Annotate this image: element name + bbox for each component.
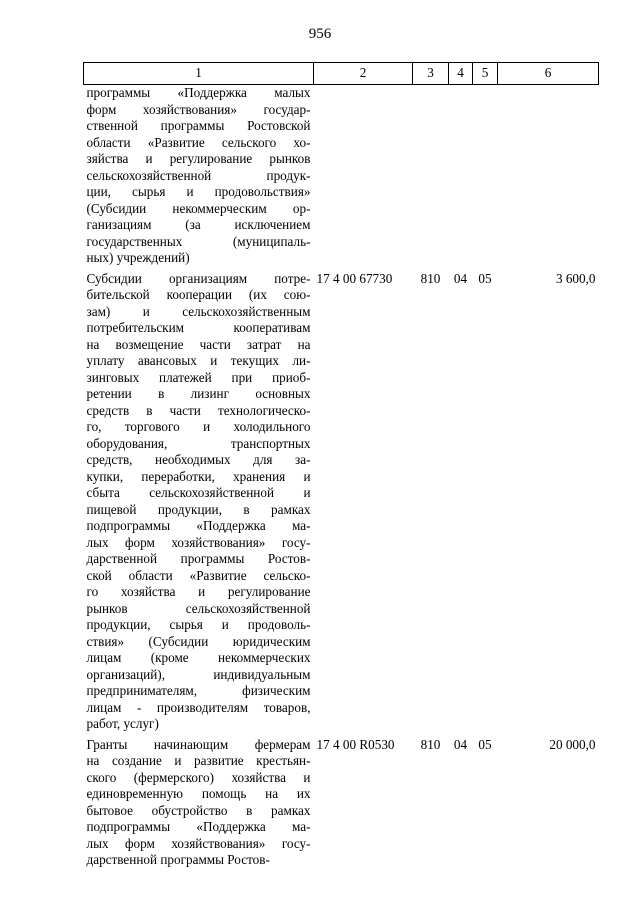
amount-value — [498, 85, 599, 267]
description-line: организаций), индивидуальным — [86, 666, 311, 682]
description-line: сбыта сельскохозяйственной и — [86, 485, 311, 500]
description-line: уплату авансовых и текущих ли- — [86, 353, 311, 368]
section-code: 04 — [453, 270, 468, 286]
description-line: го хозяйства и регулирование — [86, 584, 311, 599]
description-line: го, торгового и холодильного — [86, 419, 311, 434]
description-line: пищевой продукции, в рамках — [86, 501, 311, 517]
description-line: на создание и развитие крестьян- — [86, 753, 311, 768]
column-header-3: 3 — [413, 63, 449, 85]
expense-type-code: 810 — [420, 736, 441, 752]
table-row — [84, 267, 599, 733]
description-line: ции, сырья и продовольствия» — [86, 184, 311, 199]
description-line: ретении в лизинг основных — [86, 386, 311, 401]
target-article-code — [314, 85, 413, 267]
description-line: дарственной программы Ростов- — [86, 551, 311, 566]
column-header-2: 2 — [314, 63, 413, 85]
section-code — [449, 85, 473, 267]
description-line: дарственной программы Ростов- — [86, 852, 270, 867]
row-description — [84, 733, 314, 869]
description-line: зинговых платежей при приоб- — [86, 369, 311, 385]
description-line: ственной программы Ростовской — [86, 118, 311, 133]
subsection-code: 05 — [478, 736, 492, 752]
description-line: бытовое обустройство в рамках — [86, 802, 311, 818]
description-line: купки, переработки, хранения и — [86, 468, 311, 484]
description-line: (Субсидии некоммерческим ор- — [86, 200, 311, 216]
description-line: предпринимателям, физическим — [86, 683, 311, 698]
section-code: 04 — [453, 736, 468, 752]
subsection-code — [473, 85, 498, 267]
description-line: бительской кооперации (их сою- — [86, 287, 311, 302]
amount-value: 3 600,0 — [555, 270, 596, 286]
description-line: единовременную помощь на их — [86, 786, 311, 801]
description-line: лицам (кроме некоммерческих — [86, 650, 311, 665]
table-row — [84, 733, 599, 869]
column-header-5: 5 — [473, 63, 498, 85]
description-line: лых форм хозяйствования» госу- — [86, 534, 311, 550]
table-header-row — [84, 63, 599, 85]
description-line: лицам - производителям товаров, — [86, 699, 311, 715]
description-line: работ, услуг) — [86, 716, 159, 731]
expense-type-code — [413, 85, 449, 267]
description-line: программы «Поддержка малых — [86, 85, 311, 100]
description-line: форм хозяйствования» государ- — [86, 101, 311, 117]
row-description — [84, 267, 314, 733]
page-number: 956 — [308, 26, 332, 42]
description-line: ных) учреждений) — [86, 250, 190, 265]
description-line: зяйства и регулирование рынков — [86, 151, 311, 166]
description-line: Субсидии организациям потре- — [86, 270, 311, 286]
expense-type-code: 810 — [420, 270, 441, 286]
target-article-code: 17 4 00 67730 — [316, 270, 393, 286]
subsection-code: 05 — [478, 270, 492, 286]
description-line: сельскохозяйственной продук- — [86, 167, 311, 183]
description-line: ганизациям (за исключением — [86, 217, 311, 232]
description-line: продукции, сырья и продоволь- — [86, 617, 311, 632]
description-line: государственных (муниципаль- — [86, 233, 311, 249]
column-header-1: 1 — [84, 63, 314, 85]
description-line: Гранты начинающим фермерам — [86, 736, 311, 752]
row-description — [84, 85, 314, 267]
description-line: средств, необходимых для за- — [86, 452, 311, 467]
table-row — [84, 85, 599, 267]
description-line: ствия» (Субсидии юридическим — [86, 633, 311, 649]
column-header-6: 6 — [498, 63, 599, 85]
description-line: области «Развитие сельского хо- — [86, 134, 311, 150]
amount-value: 20 000,0 — [549, 736, 596, 752]
column-header-4: 4 — [449, 63, 473, 85]
description-line: на возмещение части затрат на — [86, 336, 311, 352]
description-line: потребительским кооперативам — [86, 320, 311, 335]
description-line: ского (фермерского) хозяйства и — [86, 769, 311, 785]
description-line: подпрограммы «Поддержка ма- — [86, 819, 311, 834]
target-article-code: 17 4 00 R0530 — [316, 736, 395, 752]
description-line: средств в части технологическо- — [86, 402, 311, 418]
description-line: ской области «Развитие сельско- — [86, 567, 311, 583]
description-line: лых форм хозяйствования» госу- — [86, 835, 311, 851]
description-line: оборудования, транспортных — [86, 435, 311, 451]
description-line: подпрограммы «Поддержка ма- — [86, 518, 311, 533]
description-line: рынков сельскохозяйственной — [86, 600, 311, 616]
budget-table — [83, 62, 599, 869]
description-line: зам) и сельскохозяйственным — [86, 303, 311, 319]
